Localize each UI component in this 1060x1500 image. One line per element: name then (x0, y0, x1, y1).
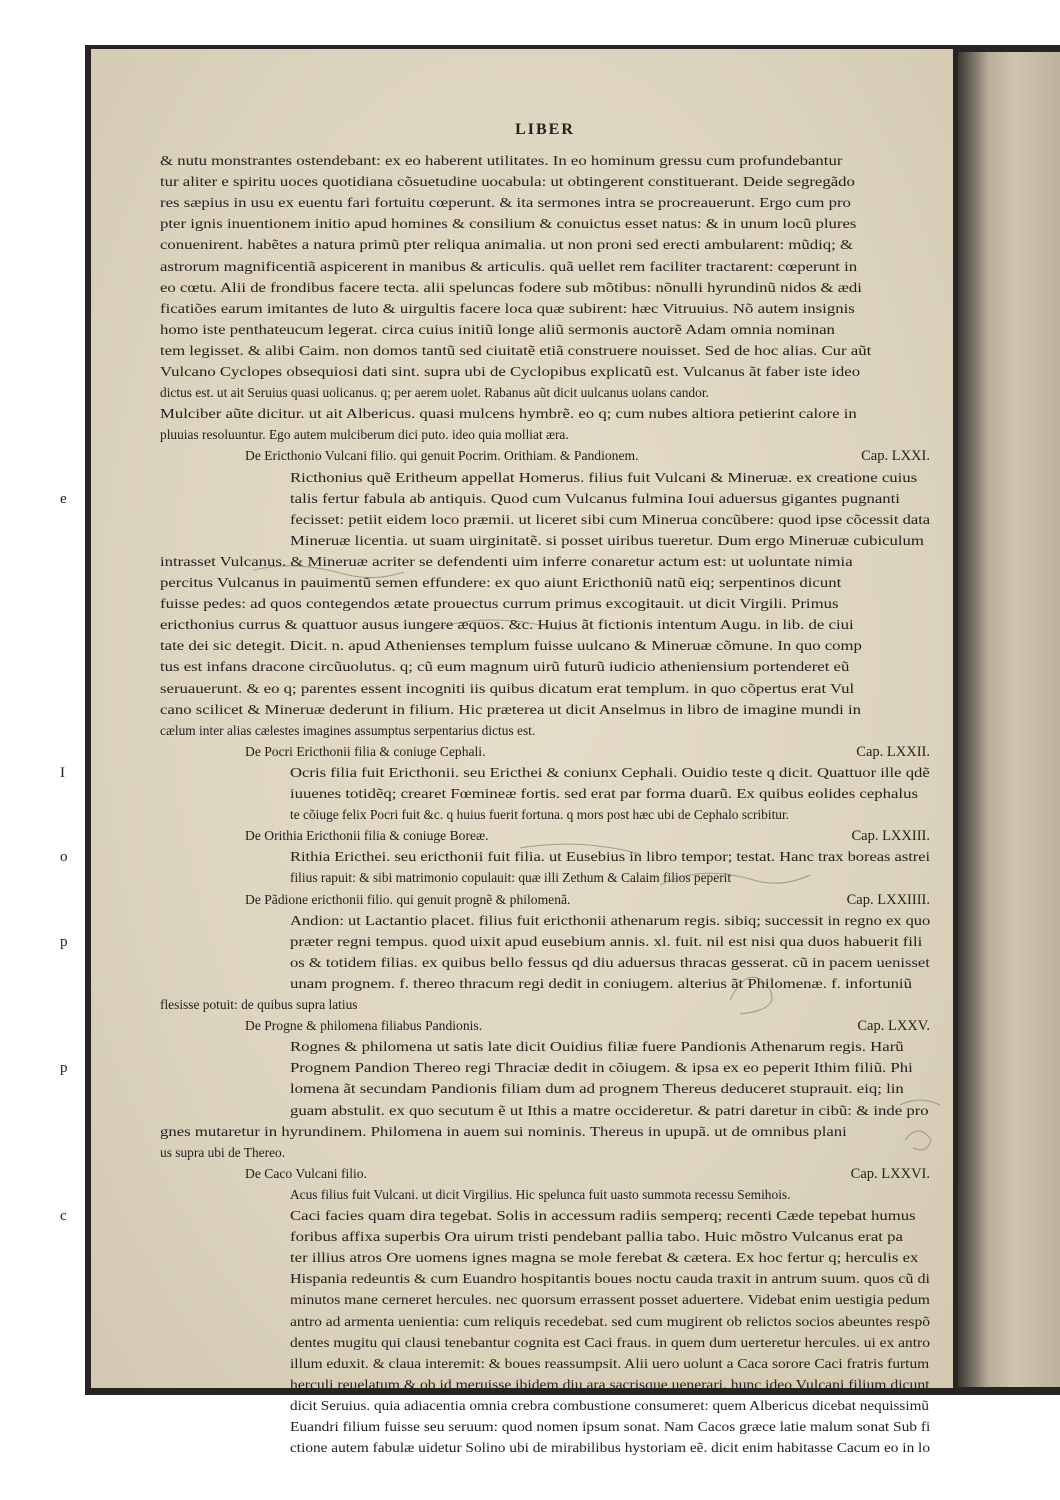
guide-letter: I (60, 764, 65, 781)
guide-letter: c (60, 1208, 67, 1224)
text-line: De Ericthonio Vulcani filio. qui genuit Pocrim. Orithiam. & Pandionem. (245, 448, 639, 464)
chapter-number: Cap. LXXV. (857, 1018, 930, 1035)
chapter-number: Cap. LXXIIII. (846, 891, 930, 908)
text-line: ctione autem fabulæ uidetur Solino ubi de mirabilibus hystoriam eẽ. dicit enim habitasse Cacum eo in lo (290, 1440, 931, 1456)
chapter-number: Cap. LXXVI. (850, 1165, 930, 1182)
text-line: herculi reuelatum & ob id meruisse ibidem diu ara sacrisque uenerari. hunc ideo Vulcani filium dicunt (290, 1376, 930, 1392)
text-line: astrorum magnificentiã aspicerent in manibus & articulis. quã uellet rem faciliter tractarent: cœperunt in (160, 258, 858, 274)
text-line: cælum inter alias cælestes imagines assumptus serpentarius dictus est. (160, 722, 536, 738)
text-line: pluuias resoluuntur. Ego autem mulciberum dici puto. ideo quia molliat æra. (160, 427, 569, 443)
text-line: Euandri filium fuisse seu seruum: quod nomen ipsum sonat. Nam Cacos græce latie malum sonat Sub fi (290, 1419, 931, 1434)
scribble-mark (430, 620, 560, 630)
text-line: Prognem Pandion Thereo regi Thraciæ dedit in cõiugem. & ipsa ex eo peperit Ithim filiũ. Phi (290, 1060, 913, 1076)
text-line: Ricthonius quẽ Eritheum appellat Homerus. filius fuit Vulcani & Mineruæ. ex creatione cuius (290, 469, 918, 485)
chapter-number: Cap. LXXIII. (851, 828, 930, 845)
text-line: De Pãdione ericthonii filio. qui genuit prognẽ & philomenã. (245, 891, 571, 907)
text-line: cano scilicet & Mineruæ dederunt in filium. Hic præterea ut dicit Anselmus in libro de imagine mundi in (160, 701, 862, 717)
text-line: us supra ubi de Thereo. (160, 1144, 286, 1160)
text-line: Andion: ut Lactantio placet. filius fuit ericthonii athenarum regis. sibiq; successit in regno ex quo (290, 912, 931, 928)
chapter-number: Cap. LXXI. (861, 448, 930, 465)
text-line: tus est infans dracone circũuolutus. q; cũ eum magnum uirũ futurũ iudicio atheniensium portenderet eũ (160, 659, 850, 675)
text-line: talis fertur fabula ab antiquis. Quod cum Vulcanus fulmina Ioui aduersus gigantes pugnanti (290, 490, 900, 506)
text-line: pter ignis inuentionem initio apud homines & consilium & conuictus esset natus: & in unum locũ plures (160, 216, 857, 232)
text-line: unam prognem. f. thereo thracum regi dedit in coniugem. alterius ãt Philomenæ. f. infortuniũ (290, 975, 912, 991)
text-line: tur aliter e spiritu uoces quotidiana cõsuetudine uocabula: ut obtingerent constituerant. Deide segregãdo (160, 174, 855, 190)
text-line: flesisse potuit: de quibus supra latius (160, 997, 358, 1012)
text-line: Ocris filia fuit Ericthonii. seu Ericthei & coniunx Cephali. Ouidio teste q dicit. Quattuor ille qdẽ (290, 764, 930, 780)
text-line: fecisset: petiit eidem loco præmii. ut liceret sibi cum Minerua concũbere: quod ipse cõcessit data (290, 511, 931, 527)
text-line: dentes mugitu qui clausi tenebantur cognita est Caci fraus. in quem dum uerteretur hercules. ui ex antro (290, 1334, 930, 1350)
text-line: Rithia Ericthei. seu ericthonii fuit filia. ut Eusebius in libro tempor; testat. Hanc trax boreas astrei (290, 849, 931, 865)
text-line: lomena ãt secundam Pandionis filiam dum ad prognem Thereus deduceret stuprauit. eiq; lin (290, 1081, 904, 1097)
text-line: De Orithia Ericthonii filia & coniuge Boreæ. (245, 828, 489, 844)
scribble-mark (730, 977, 772, 1014)
text-line: res sæpius in usu ex euentu fari fortuitu cœperunt. & ita sermones intra se procreauerunt. Ergo cum pro (160, 195, 851, 211)
text-line: os & totidem filias. ex quibus bello fessus qd diu aduersus thracas gesserat. cũ in pacem uenisset (290, 954, 930, 970)
text-line: Rognes & philomena ut satis late dicit Ouidius filiæ fuere Pandionis Athenarum regis. Harũ (290, 1039, 904, 1055)
text-line: fuisse pedes: ad quos contegendos ætate prouectus currum primus excogitauit. ut dicit Virgili. Primus (160, 596, 839, 612)
text-line: conuenirent. habẽtes a natura primũ pter reliqua animalia. ut non proni sed erecti ambularent: mũdiq; & (160, 237, 854, 253)
guide-letter: e (60, 490, 67, 507)
scribble-mark (905, 1131, 931, 1150)
text-line: ficatiões earum imitantes de luto & uirgultis facere loca quæ subirent: hæc Vitruuius. Nõ autem insignis (160, 300, 855, 316)
text-line: filius rapuit: & sibi matrimonio copulauit: quæ illi Zethum & Calaim filios peperit (290, 870, 732, 886)
guide-letter: o (60, 849, 68, 866)
text-line: Caci facies quam dira tegebat. Solis in accessum radiis semperq; recenti Cæde tepebat humus (290, 1208, 916, 1223)
text-line: dicit Seruius. quia adiacentia omnia crebra combustione consumeret: quem Albericus dicebat nequissimũ (290, 1397, 930, 1413)
text-line: guam abstulit. ex quo secutum ẽ ut Ithis a matre occideretur. & patri daretur in cibũ: & inde pro (290, 1102, 929, 1118)
text-line: De Progne & philomena filiabus Pandionis. (245, 1018, 483, 1034)
text-line: De Pocri Ericthonii filia & coniuge Cephali. (245, 743, 486, 759)
text-line: percitus Vulcanus in pauimentũ semen effundere: ex quo aiunt Ericthoniũ natũ eiq; serpentinos dicunt (160, 575, 842, 590)
text-line: dictus est. ut ait Seruius quasi uolicanus. q; per aerem uolet. Rabanus aũt dicit uulcanus uolans candor. (160, 385, 709, 401)
text-line: Acus filius fuit Vulcani. ut dicit Virgilius. Hic spelunca fuit uasto summota recessu Semihois. (290, 1186, 791, 1202)
text-line: antro ad armenta uenientia: cum reliquis recedebat. sed cum mugirent ob relictos socios abeuntes respõ (290, 1313, 930, 1329)
text-line: te cõiuge felix Pocri fuit &c. q huius fuerit fortuna. q mors post hæc ubi de Cephalo scribitur. (290, 807, 790, 823)
running-head: LIBER (515, 121, 575, 138)
text-line: seruauerunt. & eo q; parentes essent incogniti iis quibus dicatum erat templum. in quo cõpertus erat Vul (160, 680, 855, 696)
text-line: ericthonius currus & quattuor ausus iungere æquos. &c. Huius ãt fictionis intentum Augu. in lib. de ciui (160, 617, 854, 633)
text-line: præter regni tempus. quod uixit apud eusebium annis. xl. fuit. nil est nisi qua duos habuerit fili (290, 933, 923, 949)
text-line: De Caco Vulcani filio. (245, 1165, 367, 1181)
text-line: homo iste penthateucum legerat. circa cuius initiũ longe aliũ sermonis auctorẽ Adam omnia nominan (160, 321, 835, 337)
chapter-number: Cap. LXXII. (856, 743, 930, 760)
text-line: minutos mane cerneret hercules. nec quorsum errassent posset aduertere. Videbat enim uestigia pedum (290, 1292, 930, 1308)
scribble-mark (254, 566, 404, 578)
text-line: Hispania redeuntis & cum Euandro hospitantis boues noctu cauda traxit in antrum suum. quos cũ di (290, 1271, 930, 1287)
text-line: illum eduxit. & claua interemit: & boues reassumpsit. Alii uero uolunt a Caca sorore Caci fratris furtum (290, 1355, 930, 1371)
guide-letter: p (60, 933, 68, 950)
text-line: gnes mutaretur in hyrundinem. Philomena in auem sui nominis. Thereus in upupã. ut de omnibus plani (160, 1123, 847, 1139)
text-line: Mulciber aũte dicitur. ut ait Albericus. quasi mulcens hymbrẽ. eo q; cum nubes altiora petierint calore in (160, 406, 857, 422)
text-line: iuuenes totidẽq; crearet Fœmineæ fortis. sed erat par forma duarũ. Ex quibus eolides cephalus (290, 786, 918, 801)
text-line: tem legisset. & alibi Caim. non domos tantũ sed ciuitatẽ etiã construere nouisset. Sed de hoc alias. Cur aũt (160, 342, 872, 358)
text-line: foribus affixa superbis Ora uirum tristi pendebant pallia tabo. Huic mõstro Vulcanus erat pa (290, 1229, 903, 1245)
text-line: & nutu monstrantes ostendebant: ex eo haberent utilitates. In eo hominum gressu cum profundebantur (160, 153, 843, 168)
text-line: ter illius atros Ore uomens ignes magna se mole ferebat & cætera. Ex hoc fertur q; herculis ex (290, 1250, 919, 1266)
text-line: intrasset Vulcanus. & Mineruæ acriter se defendenti uim inferre conaretur actum est: ut uoluntate nimia (160, 553, 853, 569)
text-line: Vulcano Cyclopes obsequiosi dati sint. supra ubi de Cyclopibus explicatũ est. Vulcanus ãt faber iste ideo (160, 364, 861, 379)
text-line: tate dei sic detegit. Dicit. n. apud Athenienses templum fuisse uulcano & Mineruæ cõmune. In quo comp (160, 638, 862, 654)
text-line: eo cœtu. Alii de frondibus facere tecta. alii speluncas fodere sub mõtibus: nõnulli hyrundinũ nidos & ædi (160, 279, 862, 295)
text-line: Mineruæ licentia. ut suam uirginitatẽ. si posset uiribus tueretur. Dum ergo Mineruæ cubiculum (290, 532, 924, 548)
scribble-mark (900, 1100, 940, 1105)
scribble-mark (660, 873, 810, 885)
scribble-mark (520, 844, 640, 854)
guide-letter: p (60, 1060, 68, 1077)
